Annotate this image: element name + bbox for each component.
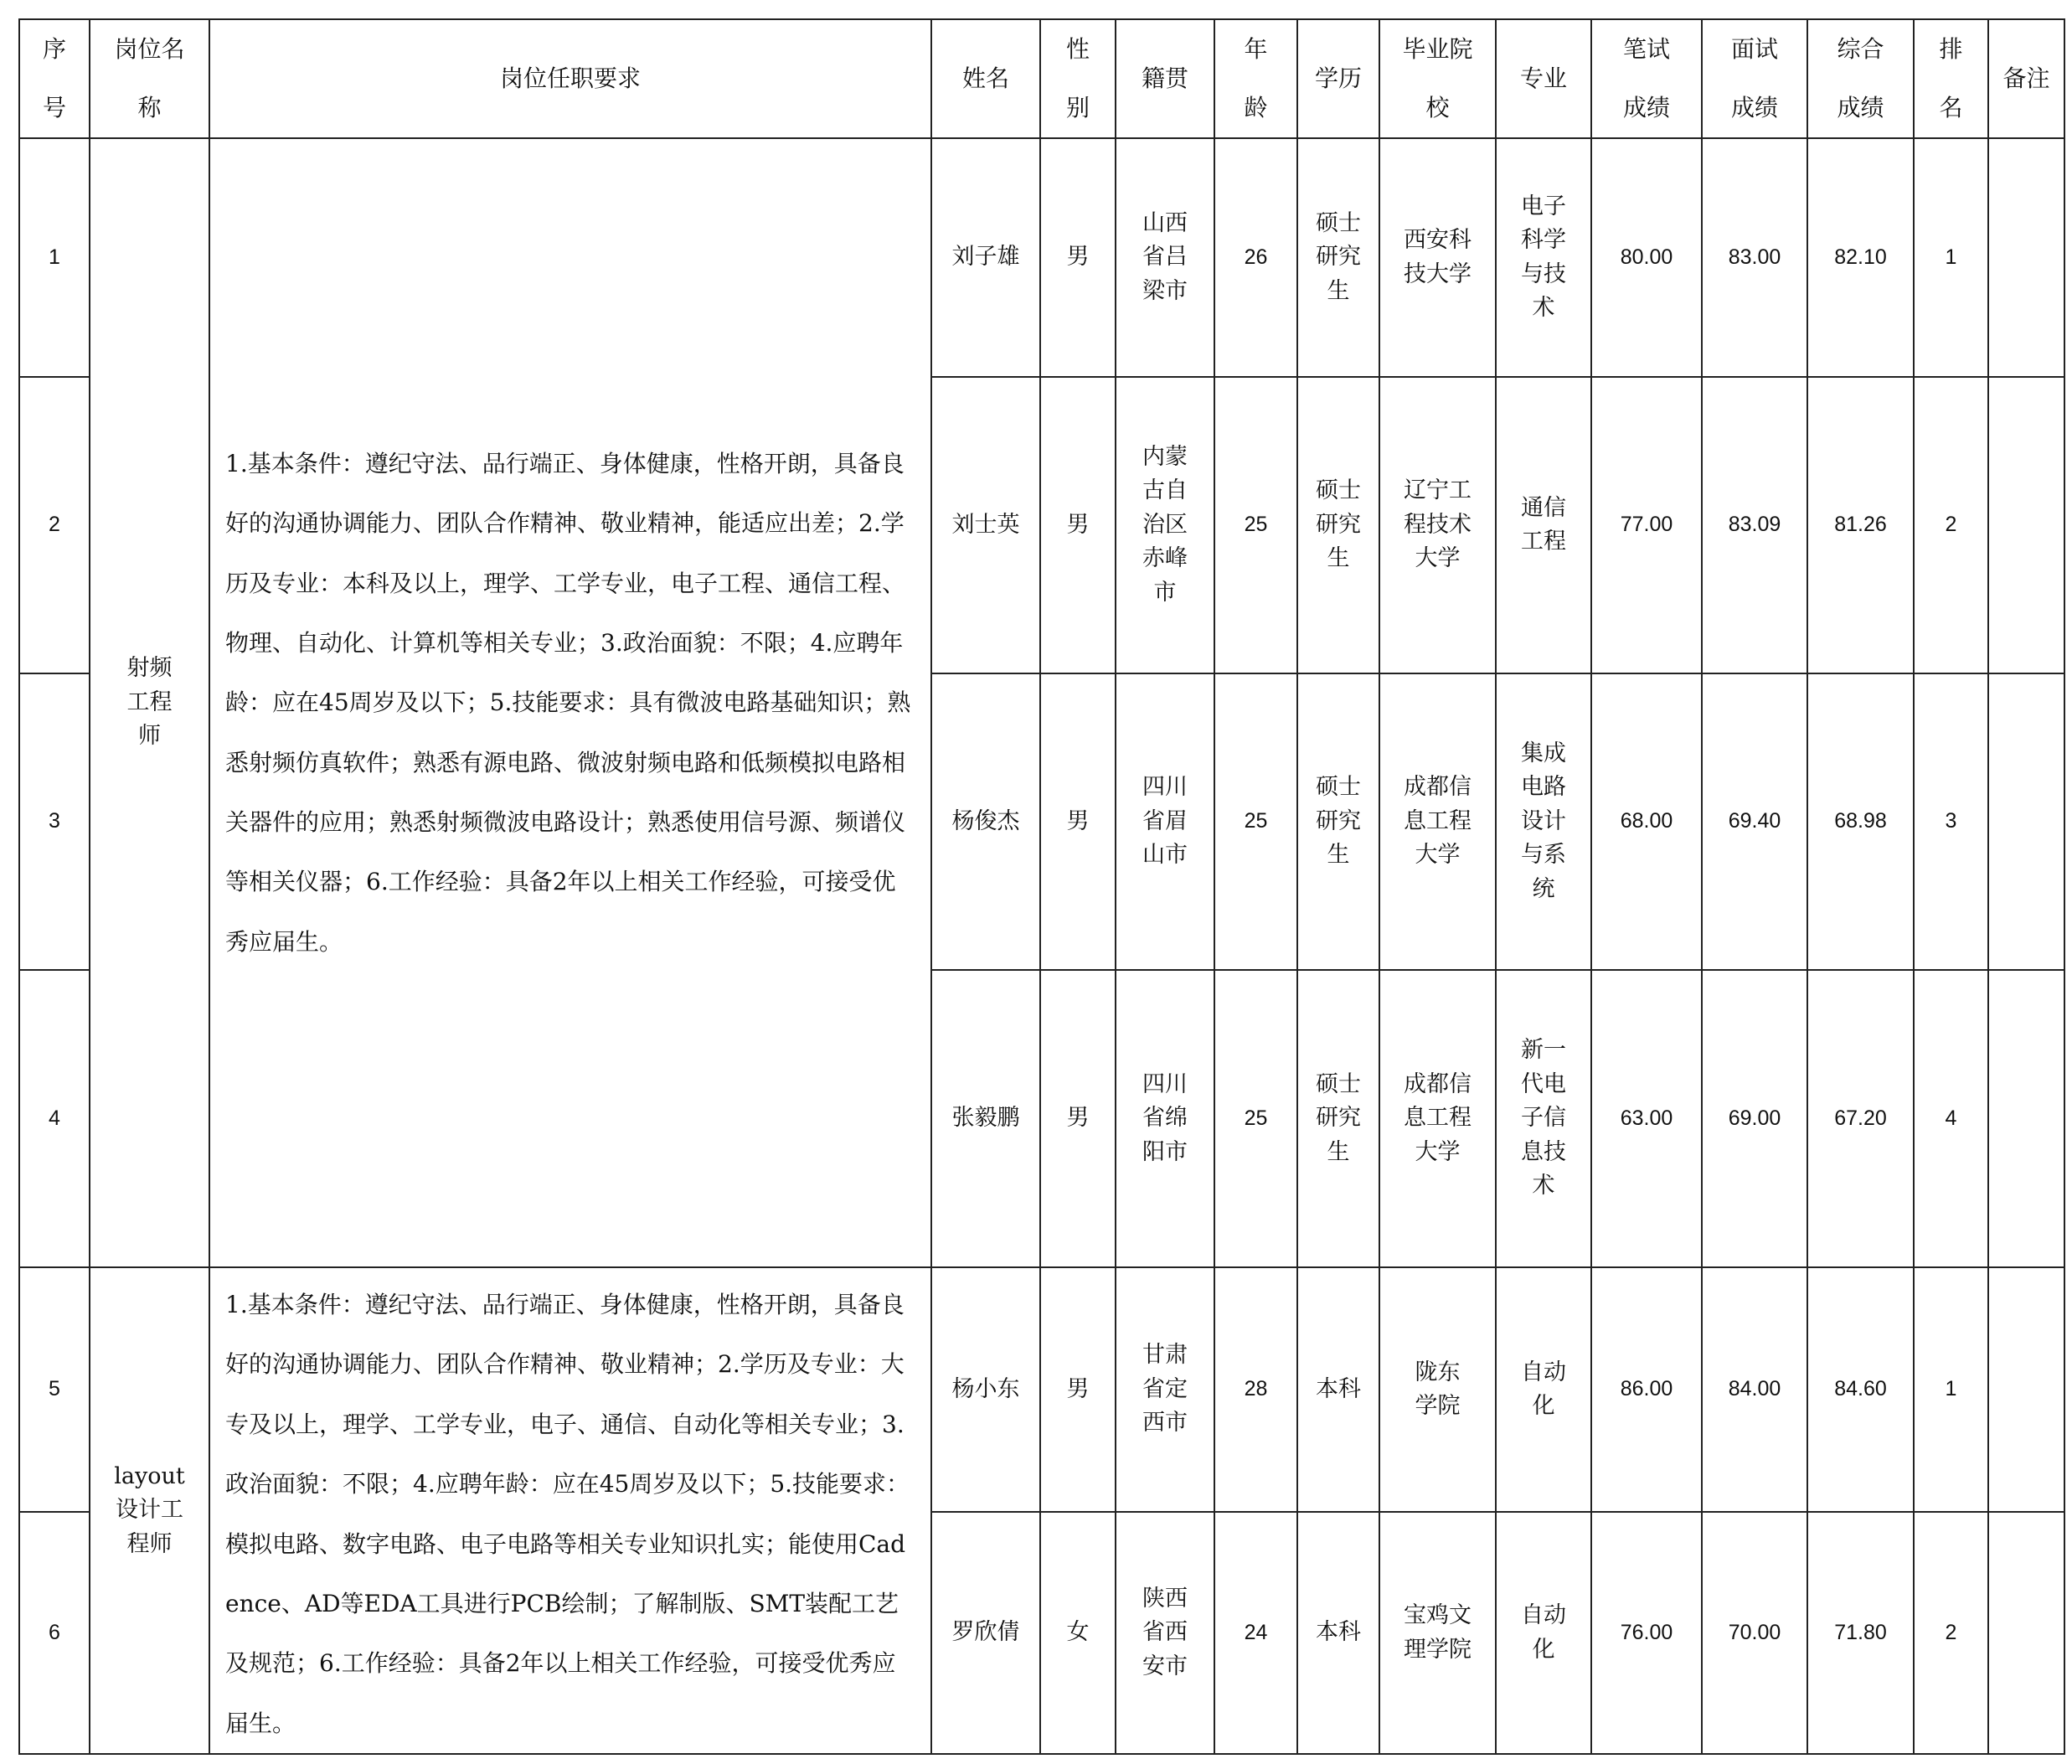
cell-major: 自动化	[1496, 1512, 1591, 1754]
header-education: 学历	[1297, 19, 1379, 138]
cell-origin: 陕西省西安市	[1116, 1512, 1214, 1754]
cell-remark	[1988, 970, 2064, 1267]
cell-rank: 1	[1914, 138, 1988, 377]
cell-written: 77.00	[1591, 377, 1702, 673]
results-table	[18, 18, 2065, 1755]
cell-written: 80.00	[1591, 138, 1702, 377]
cell-total: 81.26	[1807, 377, 1914, 673]
cell-rank: 2	[1914, 377, 1988, 673]
cell-origin: 四川省眉山市	[1116, 673, 1214, 970]
cell-interview: 70.00	[1702, 1512, 1807, 1754]
cell-position: layout设计工程师	[90, 1267, 209, 1754]
cell-age: 25	[1214, 673, 1297, 970]
header-interview: 面试成绩	[1702, 19, 1807, 138]
cell-interview: 69.00	[1702, 970, 1807, 1267]
header-name: 姓名	[931, 19, 1040, 138]
cell-school: 陇东学院	[1379, 1267, 1496, 1512]
cell-no: 3	[19, 673, 90, 970]
header-no: 序号	[19, 19, 90, 138]
cell-rank: 2	[1914, 1512, 1988, 1754]
cell-gender: 男	[1040, 970, 1116, 1267]
cell-total: 67.20	[1807, 970, 1914, 1267]
cell-name: 罗欣倩	[931, 1512, 1040, 1754]
cell-age: 24	[1214, 1512, 1297, 1754]
header-remark: 备注	[1988, 19, 2064, 138]
header-requirements: 岗位任职要求	[209, 19, 931, 138]
header-total: 综合成绩	[1807, 19, 1914, 138]
cell-remark	[1988, 1512, 2064, 1754]
cell-interview: 69.40	[1702, 673, 1807, 970]
cell-age: 28	[1214, 1267, 1297, 1512]
cell-total: 84.60	[1807, 1267, 1914, 1512]
cell-school: 辽宁工程技术大学	[1379, 377, 1496, 673]
cell-name: 刘士英	[931, 377, 1040, 673]
cell-major: 集成电路设计与系统	[1496, 673, 1591, 970]
header-rank: 排名	[1914, 19, 1988, 138]
table-row	[19, 1267, 2064, 1512]
cell-age: 25	[1214, 970, 1297, 1267]
cell-gender: 女	[1040, 1512, 1116, 1754]
header-age: 年龄	[1214, 19, 1297, 138]
cell-school: 宝鸡文理学院	[1379, 1512, 1496, 1754]
cell-remark	[1988, 673, 2064, 970]
cell-rank: 4	[1914, 970, 1988, 1267]
cell-origin: 甘肃省定西市	[1116, 1267, 1214, 1512]
header-major: 专业	[1496, 19, 1591, 138]
cell-total: 82.10	[1807, 138, 1914, 377]
header-school: 毕业院校	[1379, 19, 1496, 138]
cell-name: 张毅鹏	[931, 970, 1040, 1267]
cell-requirements: 1.基本条件：遵纪守法、品行端正、身体健康，性格开朗，具备良好的沟通协调能力、团队合作精神、敬业精神，能适应出差；2.学历及专业：本科及以上，理学、工学专业，电子工程、通信工程、物理、自动化、计算机等相关专业；3.政治面貌：不限；4.应聘年龄：应在45周岁及以下；5.技能要求：具有微波电路基础知识；熟悉射频仿真软件；熟悉有源电路、微波射频电路和低频模拟电路相关器件的应用；熟悉射频微波电路设计；熟悉使用信号源、频谱仪等相关仪器；6.工作经验：具备2年以上相关工作经验，可接受优秀应届生。	[209, 138, 931, 1267]
cell-age: 25	[1214, 377, 1297, 673]
cell-written: 63.00	[1591, 970, 1702, 1267]
cell-education: 硕士研究生	[1297, 377, 1379, 673]
cell-no: 4	[19, 970, 90, 1267]
cell-interview: 83.00	[1702, 138, 1807, 377]
cell-remark	[1988, 1267, 2064, 1512]
cell-age: 26	[1214, 138, 1297, 377]
cell-remark	[1988, 377, 2064, 673]
cell-name: 杨小东	[931, 1267, 1040, 1512]
header-origin: 籍贯	[1116, 19, 1214, 138]
cell-interview: 84.00	[1702, 1267, 1807, 1512]
cell-gender: 男	[1040, 673, 1116, 970]
cell-no: 5	[19, 1267, 90, 1512]
cell-major: 新一代电子信息技术	[1496, 970, 1591, 1267]
cell-rank: 1	[1914, 1267, 1988, 1512]
cell-gender: 男	[1040, 377, 1116, 673]
cell-education: 硕士研究生	[1297, 138, 1379, 377]
header-position: 岗位名称	[90, 19, 209, 138]
cell-position: 射频工程师	[90, 138, 209, 1267]
cell-gender: 男	[1040, 138, 1116, 377]
cell-written: 76.00	[1591, 1512, 1702, 1754]
cell-gender: 男	[1040, 1267, 1116, 1512]
cell-no: 1	[19, 138, 90, 377]
cell-education: 本科	[1297, 1512, 1379, 1754]
cell-school: 成都信息工程大学	[1379, 673, 1496, 970]
cell-written: 86.00	[1591, 1267, 1702, 1512]
cell-rank: 3	[1914, 673, 1988, 970]
cell-education: 本科	[1297, 1267, 1379, 1512]
cell-education: 硕士研究生	[1297, 673, 1379, 970]
header-written: 笔试成绩	[1591, 19, 1702, 138]
cell-name: 刘子雄	[931, 138, 1040, 377]
cell-no: 2	[19, 377, 90, 673]
cell-origin: 山西省吕梁市	[1116, 138, 1214, 377]
cell-total: 71.80	[1807, 1512, 1914, 1754]
cell-requirements: 1.基本条件：遵纪守法、品行端正、身体健康，性格开朗，具备良好的沟通协调能力、团队合作精神、敬业精神；2.学历及专业：大专及以上，理学、工学专业，电子、通信、自动化等相关专业；3.政治面貌：不限；4.应聘年龄：应在45周岁及以下；5.技能要求：模拟电路、数字电路、电子电路等相关专业知识扎实；能使用Cadence、AD等EDA工具进行PCB绘制；了解制版、SMT装配工艺及规范；6.工作经验：具备2年以上相关工作经验，可接受优秀应届生。	[209, 1267, 931, 1754]
cell-no: 6	[19, 1512, 90, 1754]
cell-major: 自动化	[1496, 1267, 1591, 1512]
cell-name: 杨俊杰	[931, 673, 1040, 970]
header-gender: 性别	[1040, 19, 1116, 138]
cell-origin: 内蒙古自治区赤峰市	[1116, 377, 1214, 673]
cell-written: 68.00	[1591, 673, 1702, 970]
cell-remark	[1988, 138, 2064, 377]
cell-interview: 83.09	[1702, 377, 1807, 673]
cell-school: 成都信息工程大学	[1379, 970, 1496, 1267]
cell-total: 68.98	[1807, 673, 1914, 970]
cell-major: 电子科学与技术	[1496, 138, 1591, 377]
cell-school: 西安科技大学	[1379, 138, 1496, 377]
cell-major: 通信工程	[1496, 377, 1591, 673]
header-row	[19, 19, 2064, 138]
cell-education: 硕士研究生	[1297, 970, 1379, 1267]
cell-origin: 四川省绵阳市	[1116, 970, 1214, 1267]
table-row	[19, 138, 2064, 377]
